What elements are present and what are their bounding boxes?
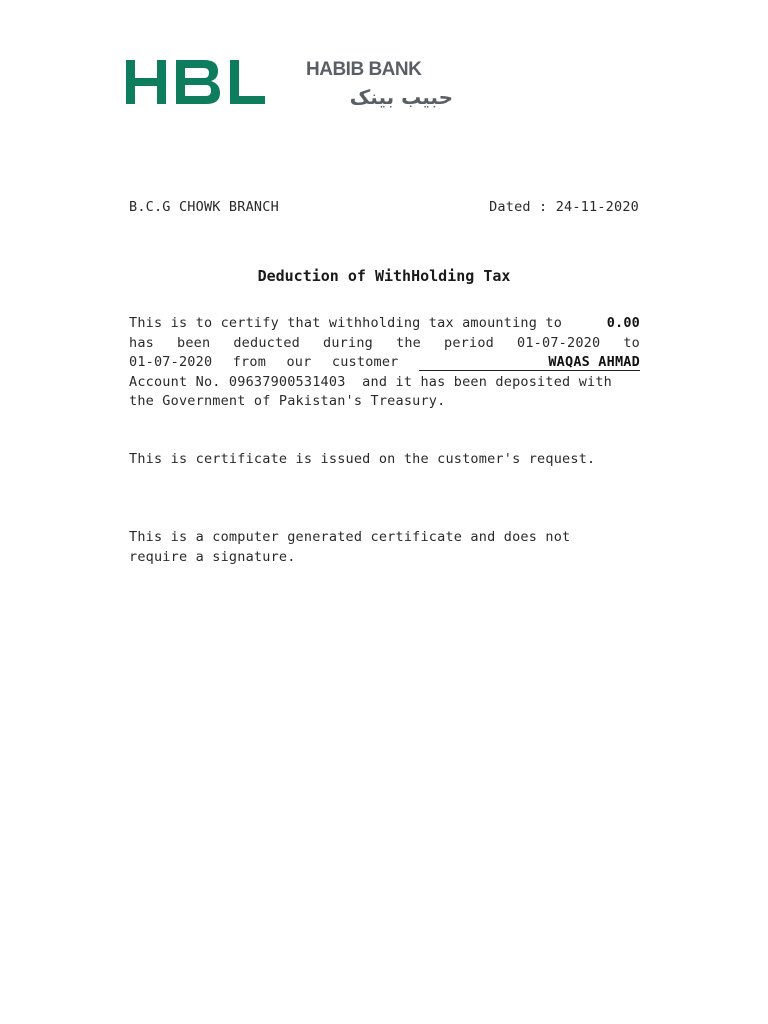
body-line-1: [129, 314, 640, 334]
certificate-body: [129, 314, 640, 412]
body-line-3-word-2: from: [232, 354, 267, 371]
computer-note-line-1: This is a computer generated certificate and does not: [129, 529, 571, 545]
body-line-5: [129, 392, 640, 412]
hbl-logo-graphic: [126, 58, 456, 108]
body-line-3-word-4: customer: [331, 354, 399, 371]
branch-name: B.C.G CHOWK BRANCH: [129, 199, 279, 215]
hbl-mark: [126, 60, 265, 104]
tax-amount: 0.00: [606, 315, 640, 331]
body-line-1-text: This is to certify that withholding tax amounting to: [129, 315, 563, 331]
treasury-text: the Government of Pakistan's Treasury.: [129, 393, 446, 410]
request-note: [129, 450, 640, 470]
computer-generated-note: [129, 528, 640, 567]
hbl-logo: [126, 58, 456, 108]
bank-name-text: HABIB BANK: [306, 59, 422, 80]
body-line-2-word-1: has: [129, 334, 154, 351]
request-note-text: This is certificate is issued on the customer's request.: [129, 451, 596, 467]
body-line-4: [129, 373, 640, 393]
body-line-2-word-5: the: [396, 334, 421, 351]
computer-note-line-2: require a signature.: [129, 548, 296, 565]
body-line-3-word-3: our: [286, 354, 312, 371]
body-line-2: [129, 334, 640, 354]
body-line-2-word-2: been: [177, 334, 211, 351]
bank-urdu-name-text: حبیب بینک: [349, 85, 453, 108]
body-line-3: [129, 353, 640, 373]
certificate-date: Dated : 24-11-2020: [489, 199, 639, 215]
body-line-2-word-8: to: [623, 334, 640, 351]
body-line-3-word-1: 01-07-2020: [129, 354, 213, 371]
account-number-text: Account No. 09637900531403 and it has been deposited with: [129, 373, 613, 390]
body-line-2-word-6: period: [444, 334, 494, 351]
body-line-2-word-3: deducted: [233, 334, 300, 351]
body-line-2-word-7: 01-07-2020: [517, 334, 601, 351]
certificate-title: Deduction of WithHolding Tax: [257, 267, 511, 285]
customer-name: WAQAS AHMAD: [419, 355, 640, 371]
body-line-2-word-4: during: [323, 334, 373, 351]
